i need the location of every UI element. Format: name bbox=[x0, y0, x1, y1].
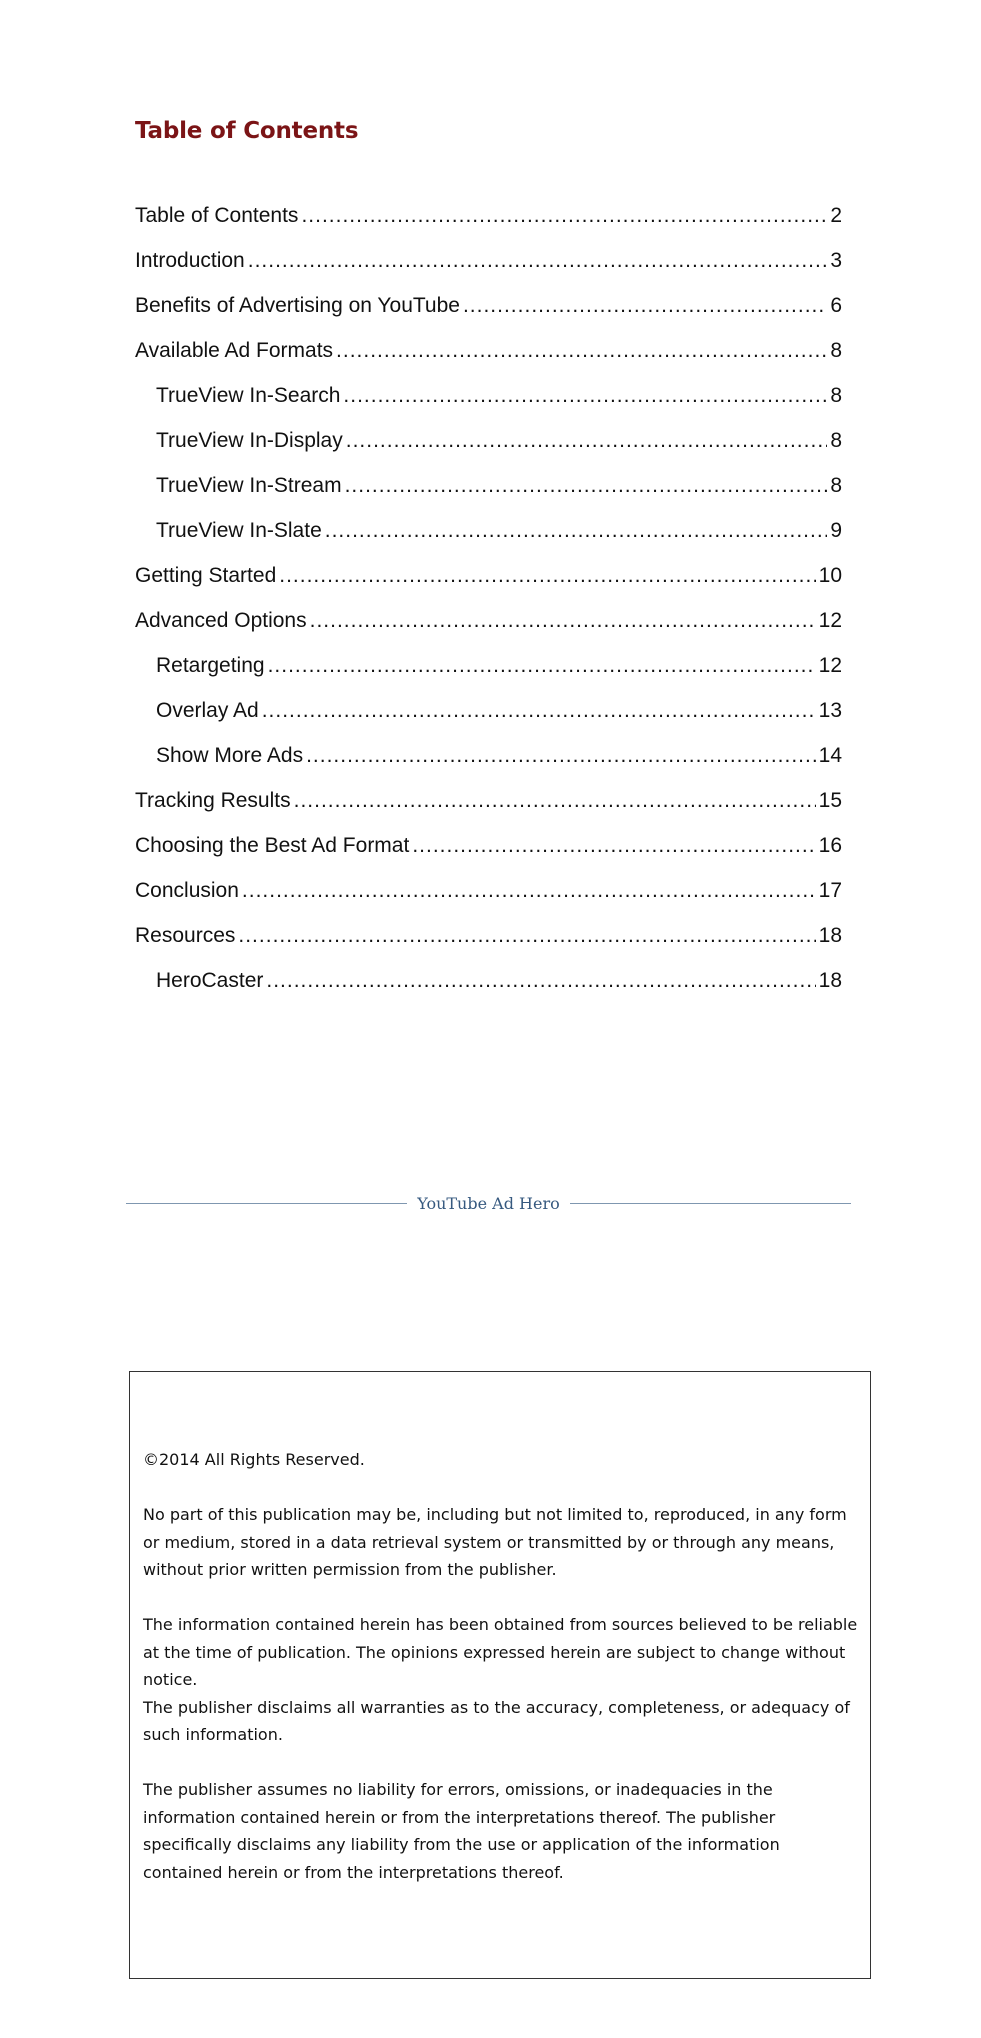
toc-entry-tracking-results[interactable] bbox=[135, 783, 842, 828]
toc-dot-leader bbox=[463, 288, 827, 324]
toc-dot-leader bbox=[242, 873, 816, 909]
reproduction-notice: No part of this publication may be, including but not limited to, reproduced, in any form or medium, stored in a data retrieval system or transmitted by or through any means, without prior written permission from the publisher. bbox=[143, 1505, 847, 1579]
toc-dot-leader bbox=[294, 783, 816, 819]
toc-entry-page: 8 bbox=[830, 384, 842, 407]
liability-notice: The publisher assumes no liability for errors, omissions, or inadequacies in the information contained herein or from the interpretations thereof. The publisher specifically disclaims any liability from the use or application of the information contained herein or from the interpretations thereof. bbox=[143, 1780, 780, 1882]
toc-entry-page: 8 bbox=[830, 429, 842, 452]
toc-entry-page: 9 bbox=[830, 519, 842, 542]
toc-entry-benefits[interactable] bbox=[135, 288, 842, 333]
toc-entry-resources[interactable] bbox=[135, 918, 842, 963]
footer-rule-right bbox=[570, 1203, 851, 1204]
toc-entry-page: 13 bbox=[818, 699, 842, 722]
toc-entry-show-more-ads[interactable] bbox=[135, 738, 842, 783]
toc-entry-title: TrueView In-Display bbox=[156, 429, 343, 452]
toc-entry-title: Tracking Results bbox=[135, 789, 291, 812]
toc-dot-leader bbox=[248, 243, 828, 279]
toc-dot-leader bbox=[279, 558, 815, 594]
toc-entry-getting-started[interactable] bbox=[135, 558, 842, 603]
toc-entry-page: 17 bbox=[818, 879, 842, 902]
toc-dot-leader bbox=[325, 513, 828, 549]
toc-entry-title: TrueView In-Stream bbox=[156, 474, 342, 497]
toc-dot-leader bbox=[268, 648, 816, 684]
toc-entry-title: Show More Ads bbox=[156, 744, 304, 767]
toc-entry-page: 15 bbox=[818, 789, 842, 812]
toc-entry-advanced-options[interactable] bbox=[135, 603, 842, 648]
toc-entry-conclusion[interactable] bbox=[135, 873, 842, 918]
toc-entry-title: Choosing the Best Ad Format bbox=[135, 834, 410, 857]
toc-entry-title: TrueView In-Search bbox=[156, 384, 341, 407]
toc-entry-title: Benefits of Advertising on YouTube bbox=[135, 294, 460, 317]
toc-dot-leader bbox=[266, 963, 815, 999]
toc-dot-leader bbox=[306, 738, 816, 774]
footer-text: YouTube Ad Hero bbox=[417, 1193, 560, 1213]
toc-heading: Table of Contents bbox=[135, 118, 359, 144]
page-footer bbox=[126, 1190, 851, 1216]
toc-entry-available-ad-formats[interactable] bbox=[135, 333, 842, 378]
toc-entry-title: Conclusion bbox=[135, 879, 239, 902]
toc-entry-table-of-contents[interactable] bbox=[135, 198, 842, 243]
toc-dot-leader bbox=[262, 693, 816, 729]
toc-entry-title: Advanced Options bbox=[135, 609, 307, 632]
toc-entry-page: 3 bbox=[830, 249, 842, 272]
copyright-notice: ©2014 All Rights Reserved. bbox=[143, 1450, 365, 1469]
toc-dot-leader bbox=[238, 918, 815, 954]
toc-entry-introduction[interactable] bbox=[135, 243, 842, 288]
toc-entry-title: Introduction bbox=[135, 249, 245, 272]
toc-entry-title: Table of Contents bbox=[135, 204, 299, 227]
toc-dot-leader bbox=[345, 468, 828, 504]
toc-entry-trueview-in-slate[interactable] bbox=[135, 513, 842, 558]
toc-entry-retargeting[interactable] bbox=[135, 648, 842, 693]
toc-entry-title: Retargeting bbox=[156, 654, 265, 677]
toc-entry-page: 8 bbox=[830, 339, 842, 362]
toc-dot-leader bbox=[310, 603, 816, 639]
toc-entry-title: Available Ad Formats bbox=[135, 339, 334, 362]
toc-entry-page: 16 bbox=[818, 834, 842, 857]
toc-entry-title: TrueView In-Slate bbox=[156, 519, 322, 542]
toc-entry-overlay-ad[interactable] bbox=[135, 693, 842, 738]
toc-entry-trueview-in-stream[interactable] bbox=[135, 468, 842, 513]
toc-entry-title: Resources bbox=[135, 924, 236, 947]
warranties-notice: The publisher disclaims all warranties as to the accuracy, completeness, or adequacy of such information. bbox=[143, 1697, 850, 1744]
toc-entry-page: 12 bbox=[818, 654, 842, 677]
toc-entry-trueview-in-display[interactable] bbox=[135, 423, 842, 468]
information-notice: The information contained herein has been obtained from sources believed to be reliable at the time of publication. The opinions expressed herein are subject to change without notice. bbox=[143, 1615, 858, 1689]
toc-entry-page: 14 bbox=[818, 744, 842, 767]
toc-entry-page: 18 bbox=[818, 969, 842, 992]
legal-notice-box bbox=[129, 1371, 871, 1979]
toc-dot-leader bbox=[336, 333, 827, 369]
toc-dot-leader bbox=[343, 378, 827, 414]
toc-entry-page: 12 bbox=[818, 609, 842, 632]
toc-entry-choosing-best-ad-format[interactable] bbox=[135, 828, 842, 873]
toc-entry-page: 6 bbox=[830, 294, 842, 317]
toc-dot-leader bbox=[412, 828, 815, 864]
toc-dot-leader bbox=[346, 423, 828, 459]
toc-entry-trueview-in-search[interactable] bbox=[135, 378, 842, 423]
toc-entry-page: 18 bbox=[818, 924, 842, 947]
toc-entry-title: Overlay Ad bbox=[156, 699, 259, 722]
footer-rule-left bbox=[126, 1203, 407, 1204]
toc-entry-page: 2 bbox=[830, 204, 842, 227]
toc-dot-leader bbox=[301, 198, 827, 234]
toc-entry-page: 10 bbox=[818, 564, 842, 587]
toc-entry-herocaster[interactable] bbox=[135, 963, 842, 1008]
toc-entry-title: HeroCaster bbox=[156, 969, 264, 992]
toc-list bbox=[135, 198, 842, 1008]
toc-entry-title: Getting Started bbox=[135, 564, 277, 587]
toc-entry-page: 8 bbox=[830, 474, 842, 497]
